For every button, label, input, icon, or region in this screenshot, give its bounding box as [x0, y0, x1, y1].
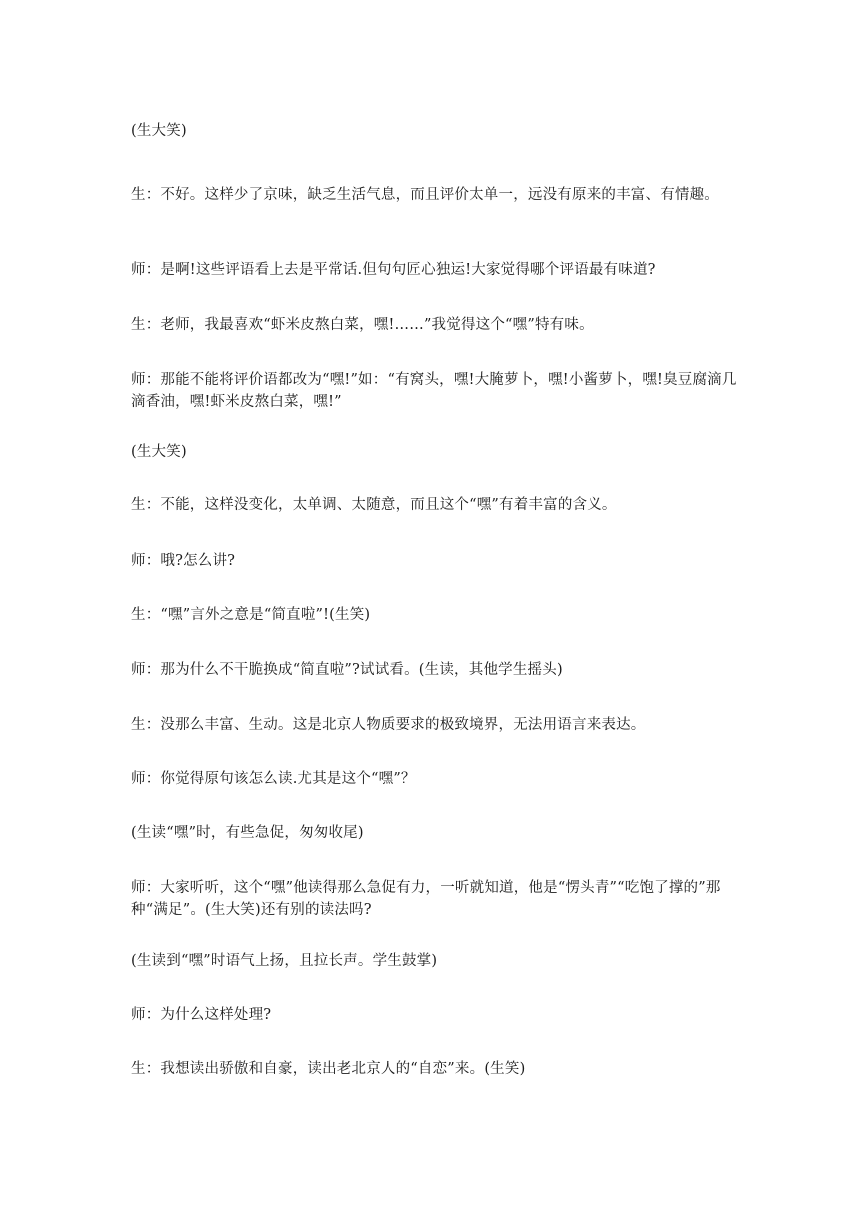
paragraph-2: 生：不好。这样少了京味，缺乏生活气息，而且评价太单一，远没有原来的丰富、有情趣。: [131, 187, 719, 203]
paragraph-4: 生：老师，我最喜欢“虾米皮熬白菜，嘿!……”我觉得这个“嘿”特有味。: [131, 317, 594, 333]
paragraph-11: 生：没那么丰富、生动。这是北京人物质要求的极致境界，无法用语言来表达。: [131, 717, 646, 733]
paragraph-17: 生：我想读出骄傲和自豪，读出老北京人的“自恋”来。(生笑): [131, 1061, 526, 1077]
paragraph-16: 师：为什么这样处理?: [131, 1007, 272, 1023]
paragraph-7: 生：不能，这样没变化，太单调、太随意，而且这个“嘿”有着丰富的含义。: [131, 497, 617, 513]
paragraph-10: 师：那为什么不干脆换成“简直啦”?试试看。(生读，其他学生摇头): [131, 662, 563, 678]
paragraph-13: (生读“嘿”时，有些急促，匆匆收尾): [131, 825, 364, 841]
paragraph-6: (生大笑): [131, 444, 187, 460]
paragraph-12: 师：你觉得原句该怎么读.尤其是这个“嘿”？: [131, 771, 416, 787]
paragraph-14: 师：大家听听，这个“嘿”他读得那么急促有力，一听就知道，他是“愣头青”“吃饱了撑的”那种“满足”。(生大笑)还有别的读法吗?: [131, 880, 721, 918]
paragraph-3: 师：是啊!这些评语看上去是平常话.但句句匠心独运!大家觉得哪个评语最有味道?: [131, 262, 656, 278]
paragraph-9: 生：“嘿”言外之意是“简直啦”!(生笑): [131, 607, 371, 623]
paragraph-5: 师：那能不能将评价语都改为“嘿!”如：“有窝头，嘿!大腌萝卜，嘿!小酱萝卜，嘿!臭豆腐滴几滴香油，嘿!虾米皮熬白菜，嘿!”: [131, 372, 737, 410]
paragraph-15: (生读到“嘿”时语气上扬，且拉长声。学生鼓掌): [131, 953, 438, 969]
paragraph-1: (生大笑): [131, 123, 187, 139]
paragraph-8: 师：哦?怎么讲?: [131, 553, 236, 569]
